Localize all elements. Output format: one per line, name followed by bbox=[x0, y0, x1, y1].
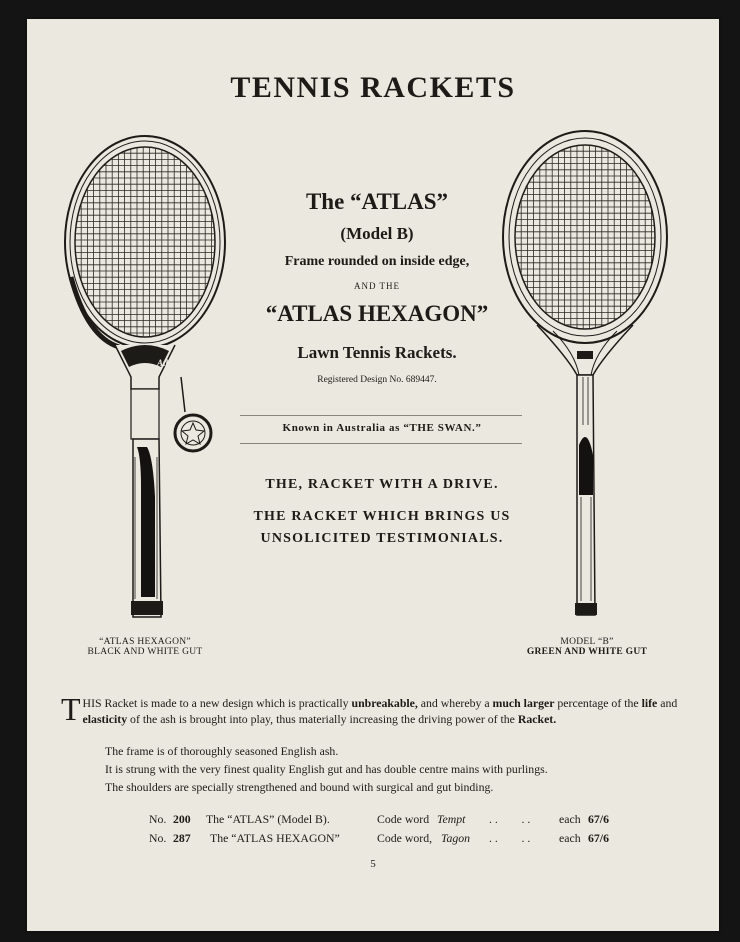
model-b-subheading: (Model B) bbox=[340, 224, 414, 243]
catalogue-page bbox=[27, 19, 719, 931]
racket-logo-text: Atlas bbox=[157, 358, 177, 368]
right-caption-line: MODEL “B” bbox=[560, 637, 614, 647]
divider-top bbox=[240, 415, 522, 416]
detail-line: The shoulders are specially strengthened and bound with surgical and gut binding. bbox=[105, 780, 494, 794]
lawn-tennis-rackets-text: Lawn Tennis Rackets. bbox=[297, 343, 457, 362]
price-row: No. 200 The “ATLAS” (Model B). Code word Tempt . . . . each 67/6 bbox=[149, 812, 609, 826]
price-row: No. 287 The “ATLAS HEXAGON” Code word, Tagon . . . . each 67/6 bbox=[149, 831, 609, 845]
right-caption-line: GREEN AND WHITE GUT bbox=[526, 647, 648, 657]
slogan-line: THE, RACKET WITH A DRIVE. bbox=[265, 477, 499, 492]
atlas-hexagon-heading: “ATLAS HEXAGON” bbox=[265, 301, 489, 326]
drop-cap: T bbox=[61, 691, 81, 727]
known-in-australia-text: Known in Australia as “THE SWAN.” bbox=[282, 422, 482, 434]
registered-design-text: Registered Design No. 689447. bbox=[317, 375, 437, 385]
right-racket-caption bbox=[497, 637, 677, 657]
left-caption-line: “ATLAS HEXAGON” bbox=[99, 637, 191, 647]
detail-line: It is strung with the very finest quality English gut and has double centre mains with purlings. bbox=[105, 762, 548, 776]
page-number: 5 bbox=[370, 858, 376, 870]
slogan-line: UNSOLICITED TESTIMONIALS. bbox=[260, 531, 504, 546]
left-caption-line: BLACK AND WHITE GUT bbox=[87, 647, 203, 657]
atlas-heading: The “ATLAS” bbox=[305, 189, 449, 214]
intro-paragraph: THIS Racket is made to a new design which is practically unbreakable, and whereby a much larger percentage of the life and elasticity of the ash is brought into play, thus materially increasing the driving power of the Racket. bbox=[61, 691, 678, 727]
left-racket-caption bbox=[57, 637, 233, 657]
frame-description: Frame rounded on inside edge, bbox=[284, 254, 470, 269]
slogan-line: THE RACKET WHICH BRINGS US bbox=[253, 509, 511, 524]
detail-line: The frame is of thoroughly seasoned English ash. bbox=[105, 744, 339, 758]
divider-bottom bbox=[240, 443, 522, 444]
and-the-text: AND THE bbox=[353, 281, 401, 291]
page-title: TENNIS RACKETS bbox=[230, 71, 516, 104]
